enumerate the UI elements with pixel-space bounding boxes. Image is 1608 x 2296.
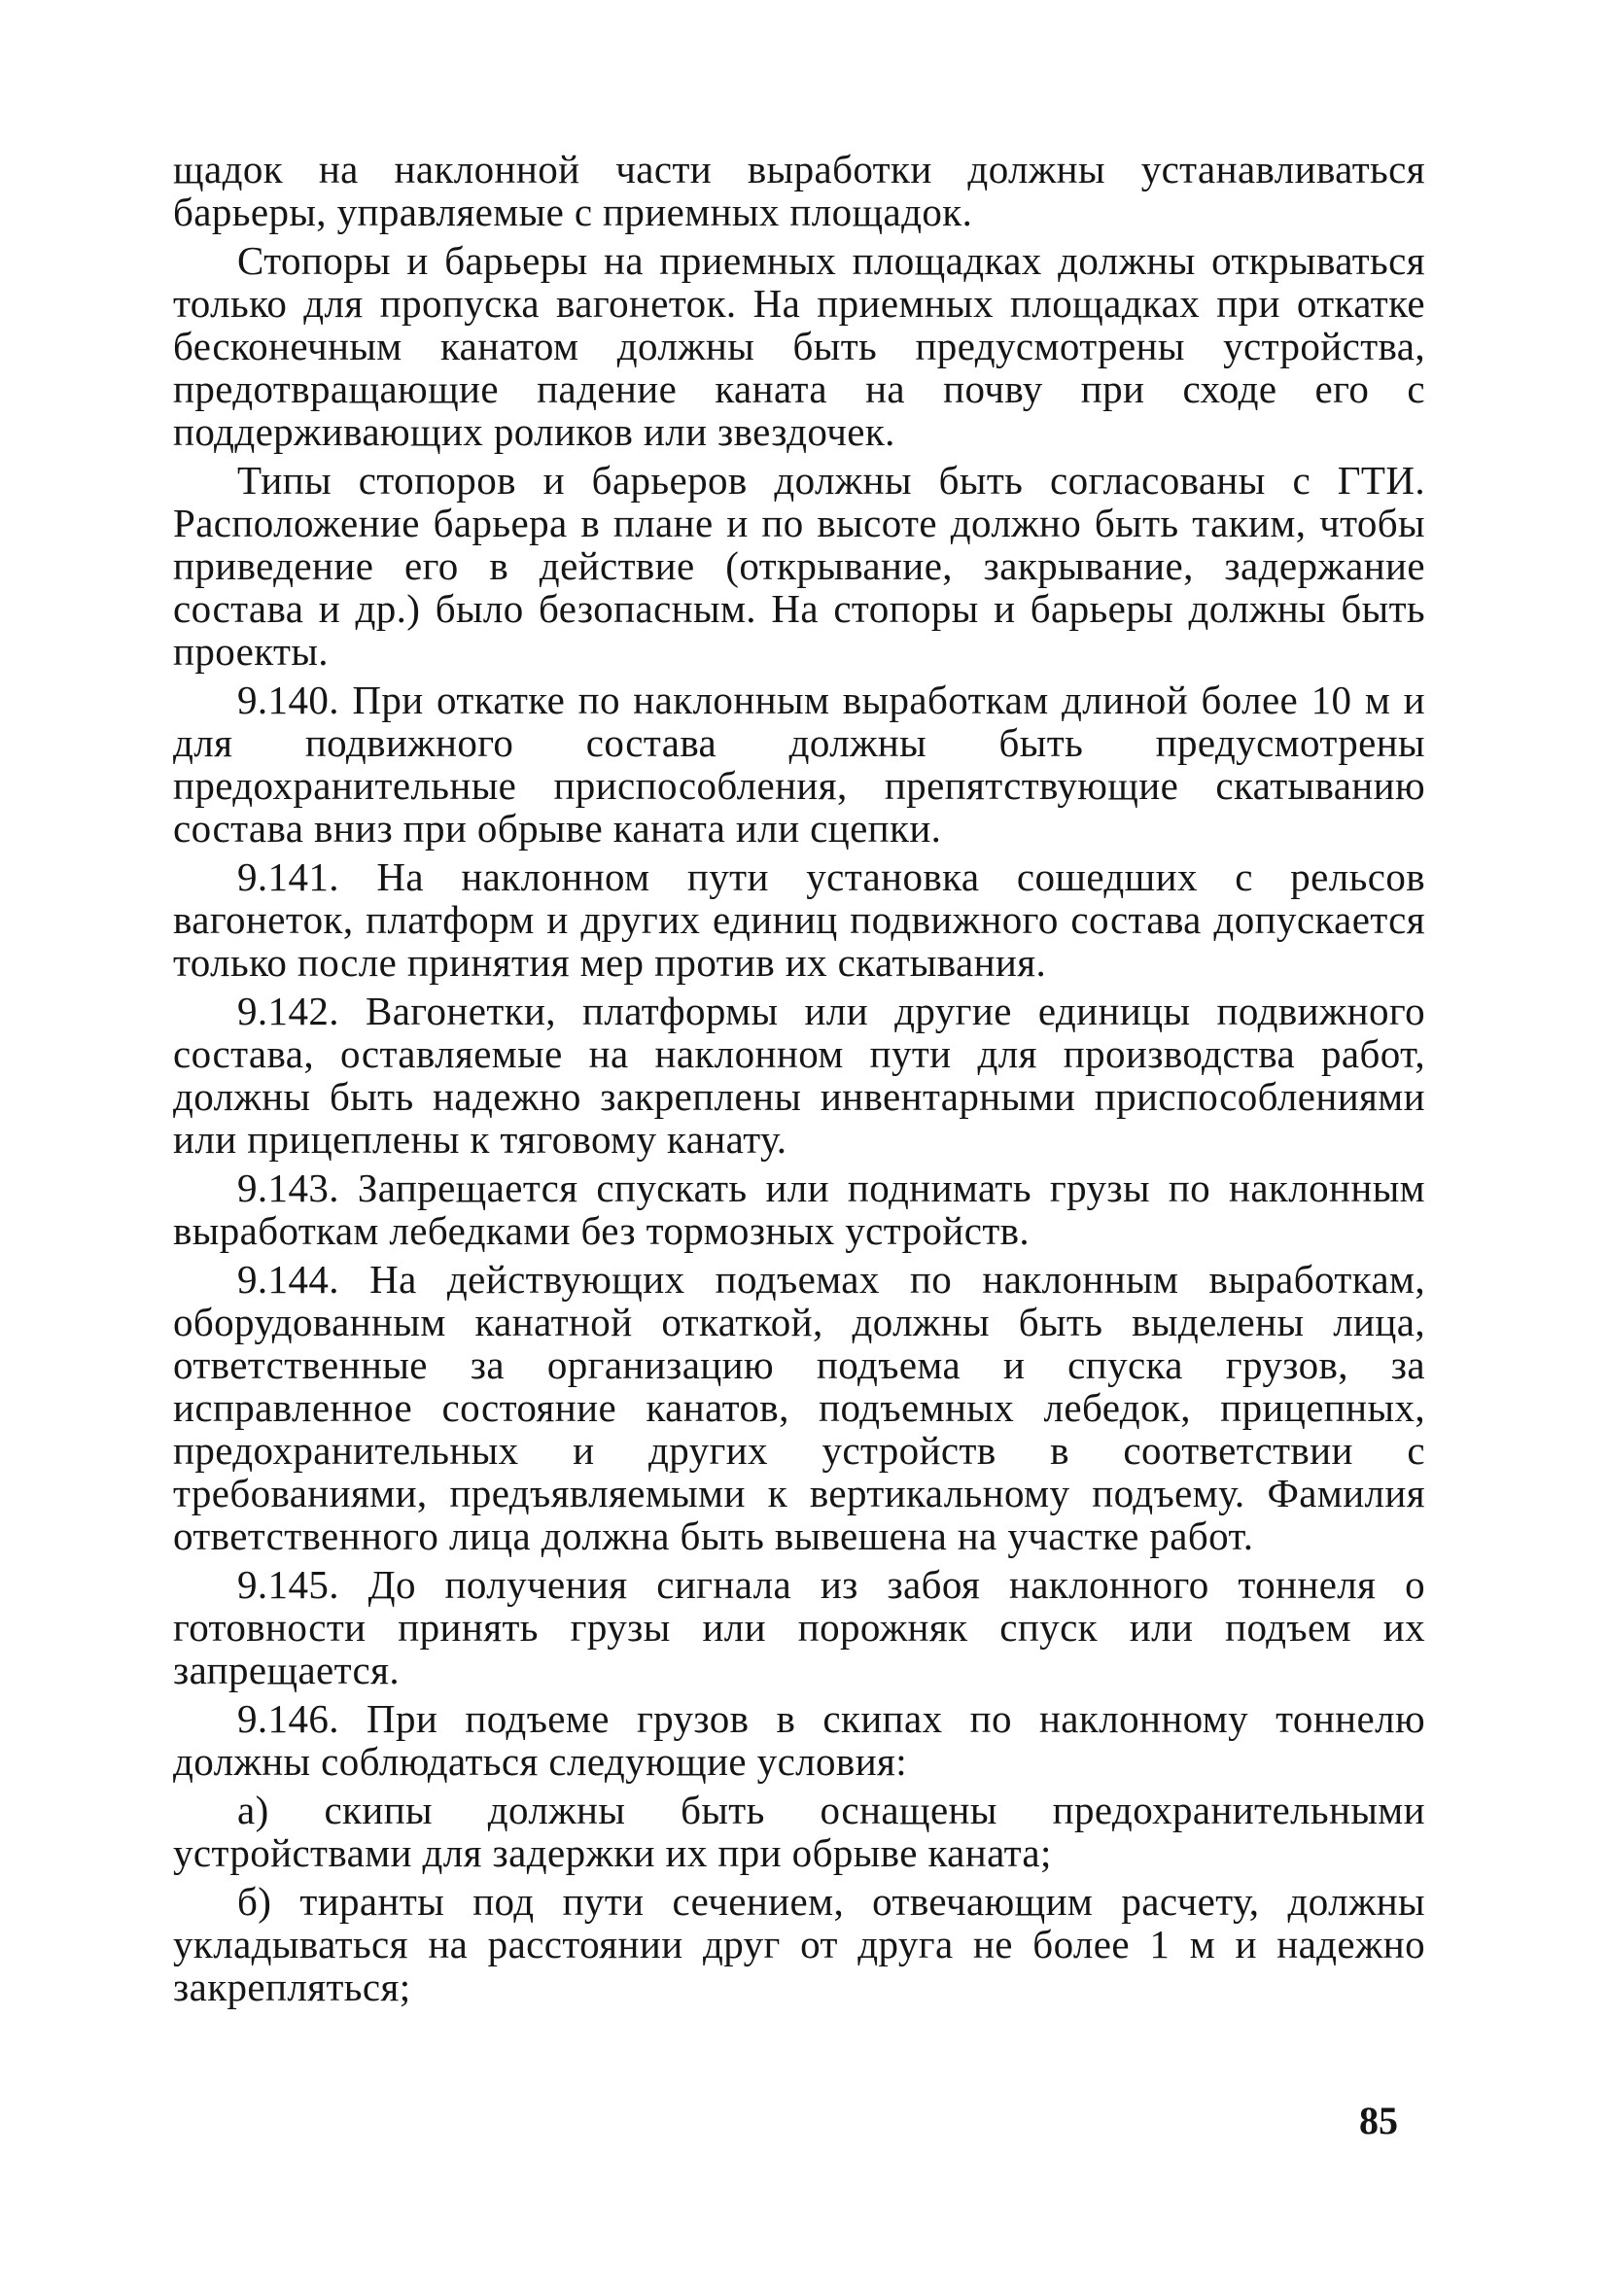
paragraph-continuation: щадок на наклонной части выработки должны устанавливаться барьеры, управляемые с приемных площадок.	[173, 147, 1425, 234]
paragraph-9-146: 9.146. При подъеме грузов в скипах по наклонному тоннелю должны соблюдаться следующие условия:	[173, 1696, 1425, 1784]
page-number: 85	[1359, 2099, 1398, 2142]
list-item-b: б) тиранты под пути сечением, отвечающим расчету, должны укладываться на расстоянии друг от друга не более 1 м и надежно закрепляться;	[173, 1879, 1425, 2009]
paragraph-9-145: 9.145. До получения сигнала из забоя наклонного тоннеля о готовности принять грузы или порожняк спуск или подъем их запрещается.	[173, 1562, 1425, 1692]
paragraph-9-144: 9.144. На действующих подъемах по наклонным выработкам, оборудованным канатной откаткой, должны быть выделены лица, ответственные за организацию подъема и спуска грузов, за исправленное состояние канатов, подъемных лебедок, прицепных, предохранительных и других устройств в соответствии с требованиями, предъявляемыми к вертикальному подъему. Фамилия ответственного лица должна быть вывешена на участке работ.	[173, 1257, 1425, 1558]
paragraph-types-of-stoppers: Типы стопоров и барьеров должны быть согласованы с ГТИ. Расположение барьера в плане и по высоте должно быть таким, чтобы приведение его в действие (открывание, закрывание, задержание состава и др.) было безопасным. На стопоры и барьеры должны быть проекты.	[173, 458, 1425, 674]
paragraph-9-143: 9.143. Запрещается спускать или поднимать грузы по наклонным выработкам лебедками без тормозных устройств.	[173, 1165, 1425, 1253]
paragraph-stoppers-barriers: Стопоры и барьеры на приемных площадках должны открываться только для пропуска вагонеток. На приемных площадках при откатке бесконечным канатом должны быть предусмотрены устройства, предотвращающие падение каната на почву при сходе его с поддерживающих роликов или звездочек.	[173, 238, 1425, 454]
paragraph-9-142: 9.142. Вагонетки, платформы или другие единицы подвижного состава, оставляемые на наклонном пути для производства работ, должны быть надежно закреплены инвентарными приспособлениями или прицеплены к тяговому канату.	[173, 989, 1425, 1162]
list-item-a: а) скипы должны быть оснащены предохранительными устройствами для задержки их при обрыве каната;	[173, 1788, 1425, 1875]
paragraph-9-140: 9.140. При откатке по наклонным выработкам длиной более 10 м и для подвижного состава должны быть предусмотрены предохранительные приспособления, препятствующие скатыванию состава вниз при обрыве каната или сцепки.	[173, 678, 1425, 851]
paragraph-9-141: 9.141. На наклонном пути установка сошедших с рельсов вагонеток, платформ и других единиц подвижного состава допускается только после принятия мер против их скатывания.	[173, 854, 1425, 985]
body-text	[173, 148, 1425, 2014]
